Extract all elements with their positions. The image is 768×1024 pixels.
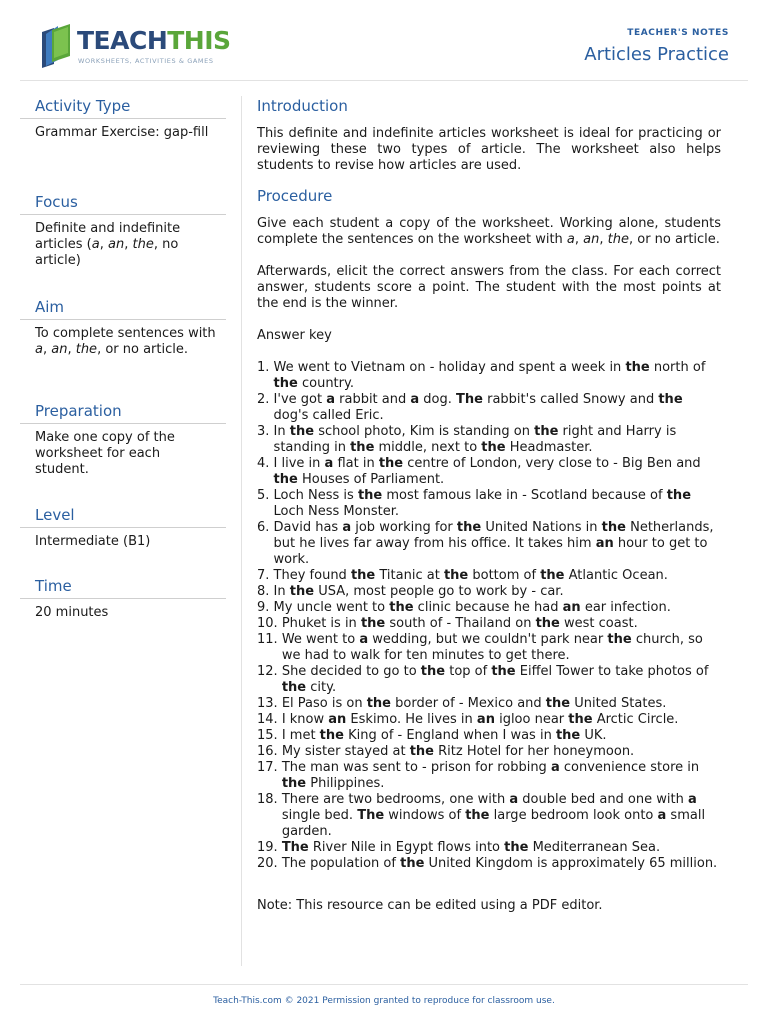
book-icon <box>36 24 74 68</box>
sidebar <box>20 96 226 621</box>
answer-item <box>257 728 721 744</box>
footer-divider <box>20 984 748 985</box>
answer-key-list <box>257 360 721 872</box>
answer-text: My sister stayed at the Ritz Hotel for her honeymoon. <box>281 744 635 759</box>
answer-text: The man was sent to - prison for robbing a convenience store in the Philippines. <box>281 760 700 791</box>
main-content <box>257 96 721 914</box>
logo-tagline: WORKSHEETS, ACTIVITIES & GAMES <box>78 57 214 65</box>
answer-text: In the school photo, Kim is standing on the right and Harry is standing in the middle, next to the Headmaster. <box>273 424 677 455</box>
focus-heading: Focus <box>20 192 226 215</box>
answer-item <box>257 392 721 424</box>
time-section <box>20 576 226 621</box>
focus-section <box>20 192 226 297</box>
preparation-value: Make one copy of the worksheet for each student. <box>35 430 175 477</box>
answer-number: 6. <box>257 520 274 535</box>
activity-type-value: Grammar Exercise: gap-fill <box>35 125 209 140</box>
answer-item <box>257 792 721 840</box>
answer-number: 12. <box>257 664 282 679</box>
answer-number: 18. <box>257 792 282 807</box>
column-divider <box>241 96 242 966</box>
answer-item <box>257 712 721 728</box>
editing-note: Note: This resource can be edited using a PDF editor. <box>257 898 603 913</box>
level-section <box>20 505 226 576</box>
answer-item <box>257 744 721 760</box>
answer-text: Phuket is in the south of - Thailand on the west coast. <box>281 616 638 631</box>
preparation-section <box>20 401 226 505</box>
teachers-notes-label: TEACHER'S NOTES <box>627 28 729 38</box>
activity-type-section <box>20 96 226 192</box>
answer-item <box>257 664 721 696</box>
answer-item <box>257 840 721 856</box>
answer-item <box>257 520 721 568</box>
answer-item <box>257 424 721 456</box>
answer-item <box>257 568 721 584</box>
answer-item <box>257 616 721 632</box>
answer-item <box>257 696 721 712</box>
answer-number: 20. <box>257 856 282 871</box>
time-heading: Time <box>20 576 226 599</box>
introduction-text: This definite and indefinite articles worksheet is ideal for practicing or reviewing these two types of article. The worksheet also helps students to revise how articles are used. <box>257 126 721 173</box>
answer-text: They found the Titanic at the bottom of the Atlantic Ocean. <box>273 568 668 583</box>
level-value: Intermediate (B1) <box>35 534 151 549</box>
copyright-footer: Teach-This.com © 2021 Permission granted to reproduce for classroom use. <box>213 996 555 1006</box>
preparation-heading: Preparation <box>20 401 226 424</box>
focus-value: Definite and indefinite articles (a, an, the, no article) <box>35 221 181 268</box>
answer-text: There are two bedrooms, one with a double bed and one with a single bed. The windows of the large bedroom look onto a small garden. <box>281 792 706 839</box>
answer-number: 8. <box>257 584 274 599</box>
answer-number: 4. <box>257 456 274 471</box>
answer-number: 1. <box>257 360 274 375</box>
answer-number: 7. <box>257 568 274 583</box>
answer-item <box>257 856 721 872</box>
answer-number: 16. <box>257 744 282 759</box>
answer-text: The River Nile in Egypt flows into the Mediterranean Sea. <box>281 840 661 855</box>
answer-item <box>257 456 721 488</box>
answer-number: 17. <box>257 760 282 775</box>
logo-wordmark: TEACHTHIS <box>77 26 231 55</box>
answer-text: The population of the United Kingdom is approximately 65 million. <box>281 856 718 871</box>
answer-text: We went to Vietnam on - holiday and spent a week in the north of the country. <box>273 360 706 391</box>
answer-text: I met the King of - England when I was in the UK. <box>281 728 607 743</box>
introduction-heading: Introduction <box>257 97 348 115</box>
level-heading: Level <box>20 505 226 528</box>
answer-item <box>257 600 721 616</box>
answer-text: I know an Eskimo. He lives in an igloo near the Arctic Circle. <box>281 712 679 727</box>
procedure-heading: Procedure <box>257 187 333 205</box>
answer-text: In the USA, most people go to work by - car. <box>273 584 564 599</box>
aim-heading: Aim <box>20 297 226 320</box>
answer-text: El Paso is on the border of - Mexico and the United States. <box>281 696 667 711</box>
header-divider <box>20 80 748 81</box>
procedure-paragraph-2: Afterwards, elicit the correct answers from the class. For each correct answer, students score a point. The student with the most points at the end is the winner. <box>257 264 721 311</box>
answer-text: My uncle went to the clinic because he had an ear infection. <box>273 600 671 615</box>
answer-number: 19. <box>257 840 282 855</box>
answer-number: 13. <box>257 696 282 711</box>
answer-item <box>257 360 721 392</box>
answer-number: 3. <box>257 424 274 439</box>
answer-item <box>257 760 721 792</box>
answer-text: We went to a wedding, but we couldn't park near the church, so we had to walk for ten minutes to get there. <box>281 632 703 663</box>
time-value: 20 minutes <box>35 605 109 620</box>
answer-text: David has a job working for the United Nations in the Netherlands, but he lives far away from his office. It takes him an hour to get to work. <box>273 520 714 567</box>
answer-text: I live in a flat in the centre of London, very close to - Big Ben and the Houses of Parliament. <box>273 456 701 487</box>
answer-key-label: Answer key <box>257 328 332 343</box>
answer-number: 5. <box>257 488 274 503</box>
answer-number: 14. <box>257 712 282 727</box>
answer-item <box>257 632 721 664</box>
aim-section <box>20 297 226 401</box>
activity-type-heading: Activity Type <box>20 96 226 119</box>
teach-this-logo <box>36 24 236 72</box>
answer-number: 15. <box>257 728 282 743</box>
answer-item <box>257 584 721 600</box>
answer-number: 10. <box>257 616 282 631</box>
aim-value: To complete sentences with a, an, the, or no article. <box>35 326 216 357</box>
answer-number: 9. <box>257 600 274 615</box>
procedure-paragraph-1: Give each student a copy of the worksheet. Working alone, students complete the sentences on the worksheet with a, an, the, or no article. <box>257 216 721 247</box>
answer-item <box>257 488 721 520</box>
page-title: Articles Practice <box>584 44 729 65</box>
page-header <box>0 0 768 86</box>
answer-number: 11. <box>257 632 282 647</box>
answer-text: Loch Ness is the most famous lake in - Scotland because of the Loch Ness Monster. <box>273 488 692 519</box>
answer-number: 2. <box>257 392 274 407</box>
answer-text: She decided to go to the top of the Eiffel Tower to take photos of the city. <box>281 664 709 695</box>
answer-text: I've got a rabbit and a dog. The rabbit's called Snowy and the dog's called Eric. <box>273 392 683 423</box>
